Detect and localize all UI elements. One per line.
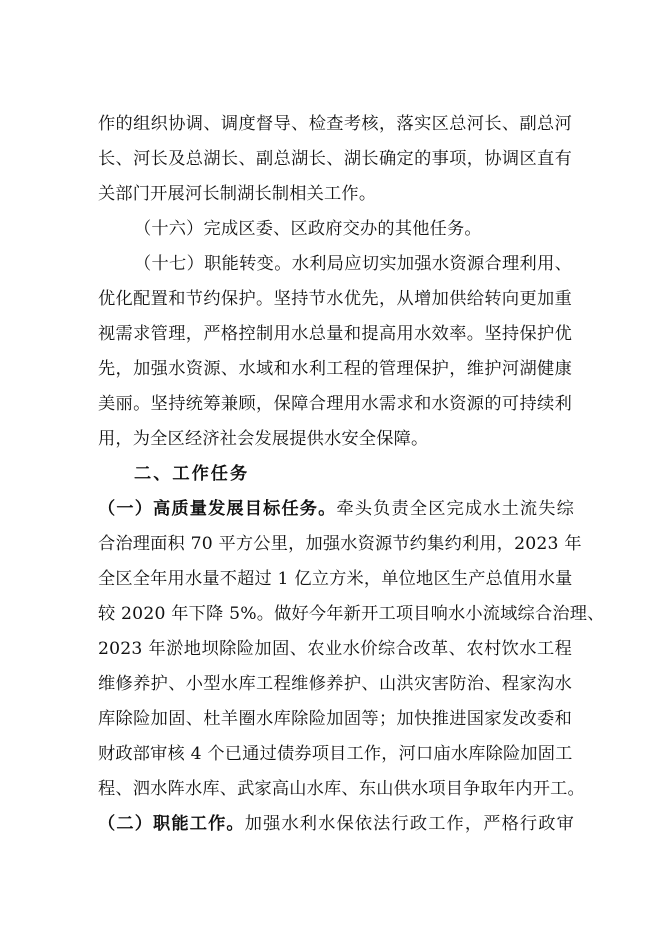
item-title: （一）高质量发展目标任务。	[98, 499, 337, 519]
paragraph-line: 财政部审核 4 个已通过债券项目工作，河口庙水库除险加固工	[98, 744, 573, 764]
paragraph-line: 关部门开展河长制湖长制相关工作。	[98, 184, 377, 204]
paragraph-line: 全区全年用水量不超过 1 亿立方米，单位地区生产总值用水量	[98, 569, 573, 589]
paragraph-line: 视需求管理，严格控制用水总量和提高用水效率。坚持保护优	[98, 324, 572, 344]
paragraph-line: 程、泗水阵水库、武家高山水库、东山供水项目争取年内开工。	[98, 779, 585, 799]
item-text: 牵头负责全区完成水土流失综	[336, 499, 574, 519]
paragraph-line: 美丽。坚持统筹兼顾，保障合理用水需求和水资源的可持续利	[98, 394, 572, 414]
paragraph-line: （十六）完成区委、区政府交办的其他任务。	[134, 219, 482, 239]
paragraph-line: 维修养护、小型水库工程维修养护、山洪灾害防治、程家沟水	[98, 674, 572, 694]
paragraph-line: 合治理面积 70 平方公里，加强水资源节约集约利用，2023 年	[98, 534, 582, 554]
paragraph-line: 作的组织协调、调度督导、检查考核，落实区总河长、副总河	[98, 114, 572, 134]
paragraph-line: 较 2020 年下降 5%。做好今年新开工项目响水小流域综合治理、	[98, 604, 605, 624]
paragraph-line	[98, 494, 574, 524]
section-heading: 二、工作任务	[134, 464, 250, 484]
paragraph-line	[98, 809, 574, 839]
paragraph-line: 库除险加固、杜羊圈水库除险加固等；加快推进国家发改委和	[98, 709, 572, 729]
paragraph-line: 优化配置和节约保护。坚持节水优先，从增加供给转向更加重	[98, 289, 572, 309]
item-text: 加强水利水保依法行政工作，严格行政审	[244, 814, 574, 834]
paragraph-line: （十七）职能转变。水利局应切实加强水资源合理利用、	[134, 254, 572, 274]
item-title: （二）职能工作。	[98, 814, 245, 834]
paragraph-line: 2023 年淤地坝除险加固、农业水价综合改革、农村饮水工程	[98, 639, 572, 659]
paragraph-line: 先，加强水资源、水域和水利工程的管理保护，维护河湖健康	[98, 359, 572, 379]
paragraph-line: 长、河长及总湖长、副总湖长、湖长确定的事项，协调区直有	[98, 149, 572, 169]
paragraph-line: 用，为全区经济社会发展提供水安全保障。	[98, 429, 429, 449]
